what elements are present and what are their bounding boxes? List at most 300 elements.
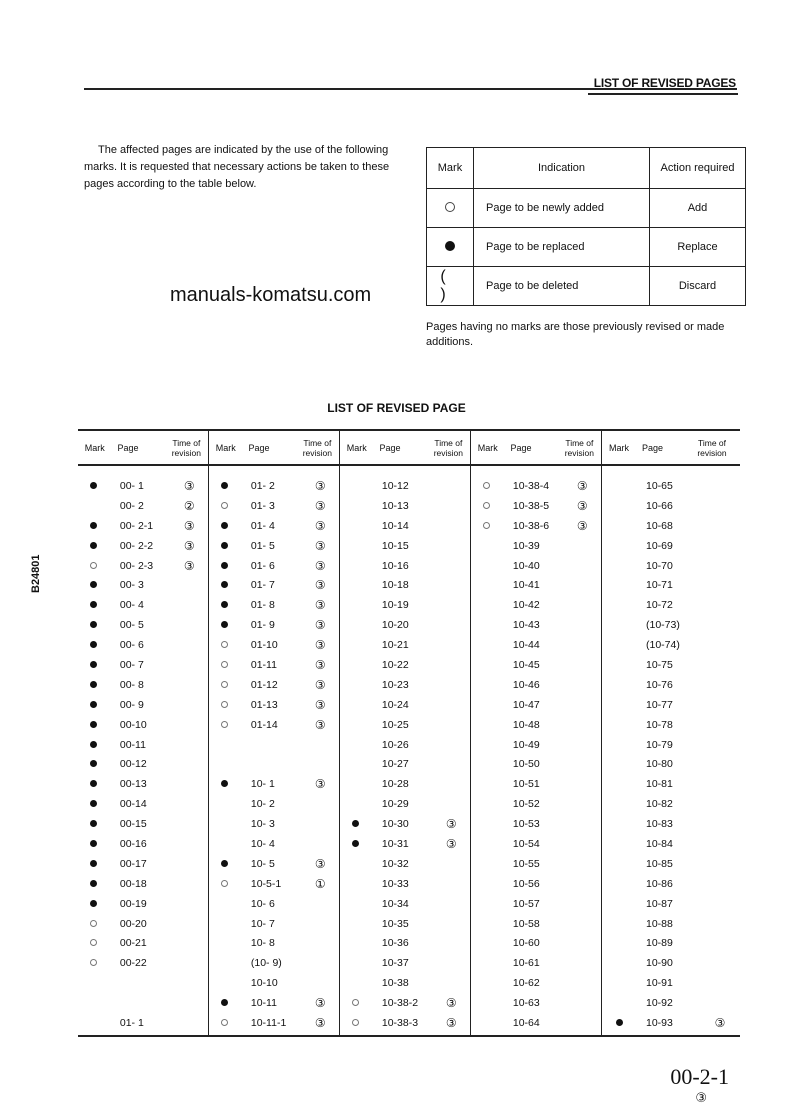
filled-circle-icon xyxy=(221,999,228,1006)
row-page: 00-22 xyxy=(119,957,147,970)
row-mark xyxy=(209,500,241,512)
list-row xyxy=(602,933,740,953)
row-page: 10-34 xyxy=(381,897,409,910)
list-row xyxy=(78,516,208,536)
row-page: 10-5-1 xyxy=(250,877,282,890)
row-page: 01-10 xyxy=(250,639,278,652)
row-mark xyxy=(340,1017,372,1029)
list-row xyxy=(78,953,208,973)
row-revision: ③ xyxy=(314,538,326,553)
list-row xyxy=(209,516,339,536)
list-row xyxy=(602,814,740,834)
list-row xyxy=(471,933,601,953)
list-row xyxy=(78,556,208,576)
row-page: (10-73) xyxy=(646,619,680,632)
row-page: 10-44 xyxy=(512,639,540,652)
row-page: 10-27 xyxy=(381,758,409,771)
list-column xyxy=(340,431,471,1035)
row-revision: ③ xyxy=(576,498,588,513)
list-row xyxy=(78,655,208,675)
row-page: 10-77 xyxy=(646,698,673,711)
list-row xyxy=(78,575,208,595)
list-column xyxy=(602,431,740,1035)
legend-header-indication: Indication xyxy=(474,148,650,189)
row-page: 10- 4 xyxy=(250,837,275,850)
header-page: Page xyxy=(117,442,139,453)
row-page: 10-21 xyxy=(381,639,409,652)
filled-circle-icon xyxy=(90,581,97,588)
list-row xyxy=(340,536,470,556)
row-page: 10-79 xyxy=(646,738,673,751)
filled-circle-icon xyxy=(616,1019,623,1026)
list-row xyxy=(340,516,470,536)
row-page: 00- 5 xyxy=(119,619,144,632)
list-column-header xyxy=(340,431,470,466)
filled-circle-icon xyxy=(221,621,228,628)
row-mark xyxy=(209,659,241,671)
row-mark xyxy=(78,898,110,910)
row-revision: ③ xyxy=(576,518,588,533)
row-mark xyxy=(78,818,110,830)
row-page: 10-54 xyxy=(512,837,540,850)
legend-indication: Page to be replaced xyxy=(474,228,650,267)
row-mark xyxy=(78,659,110,671)
list-row xyxy=(471,894,601,914)
row-mark xyxy=(209,639,241,651)
list-row xyxy=(340,695,470,715)
list-row xyxy=(602,695,740,715)
list-column-header xyxy=(78,431,208,466)
row-mark xyxy=(209,878,241,890)
row-page: 10-25 xyxy=(381,718,409,731)
list-row xyxy=(471,735,601,755)
legend-row-add xyxy=(427,189,746,228)
open-circle-icon xyxy=(221,641,228,648)
row-mark xyxy=(471,500,503,512)
list-row xyxy=(471,615,601,635)
filled-circle-icon xyxy=(90,482,97,489)
row-revision: ③ xyxy=(314,558,326,573)
row-revision: ③ xyxy=(314,498,326,513)
row-page: 10-20 xyxy=(381,619,409,632)
header-page: Page xyxy=(510,442,532,453)
footer-revision-mark: ③ xyxy=(695,1090,707,1105)
row-page: 01- 9 xyxy=(250,619,275,632)
row-page: 01-11 xyxy=(250,658,277,671)
row-mark xyxy=(209,699,241,711)
list-row xyxy=(209,1013,339,1033)
row-page: 10-55 xyxy=(512,857,540,870)
list-column xyxy=(209,431,340,1035)
row-page: 10-46 xyxy=(512,678,540,691)
list-column-header xyxy=(209,431,339,466)
row-mark xyxy=(209,778,241,790)
row-page: 10-14 xyxy=(381,519,409,532)
row-revision: ③ xyxy=(445,996,457,1011)
row-page: 10-37 xyxy=(381,957,409,970)
row-page: 10-75 xyxy=(646,658,673,671)
row-revision: ③ xyxy=(445,836,457,851)
row-page: 10-88 xyxy=(646,917,673,930)
row-page: 10-38 xyxy=(381,977,409,990)
row-page: 00-21 xyxy=(119,937,147,950)
row-page: 01-14 xyxy=(250,718,278,731)
header-mark: Mark xyxy=(84,442,105,453)
filled-circle-icon xyxy=(221,562,228,569)
list-row xyxy=(340,735,470,755)
list-row xyxy=(78,675,208,695)
row-revision: ② xyxy=(183,498,195,513)
row-page: 00-15 xyxy=(119,818,147,831)
header-revision: Time of revision xyxy=(302,437,332,458)
row-page: 10-39 xyxy=(512,539,540,552)
list-row xyxy=(78,834,208,854)
list-row xyxy=(471,814,601,834)
list-row xyxy=(471,973,601,993)
list-row xyxy=(602,476,740,496)
list-row xyxy=(78,536,208,556)
row-page: 10-38-2 xyxy=(381,997,419,1010)
row-mark xyxy=(209,540,241,552)
list-row xyxy=(209,794,339,814)
row-revision: ③ xyxy=(445,817,457,832)
list-row xyxy=(209,894,339,914)
list-row xyxy=(209,496,339,516)
list-row xyxy=(78,993,208,1013)
open-circle-icon xyxy=(221,1019,228,1026)
row-page: 10-41 xyxy=(512,579,540,592)
list-row xyxy=(340,1013,470,1033)
row-mark xyxy=(78,699,110,711)
row-page: 10-86 xyxy=(646,877,673,890)
row-page: 10- 8 xyxy=(250,937,275,950)
list-row xyxy=(602,894,740,914)
row-revision: ③ xyxy=(314,996,326,1011)
open-circle-icon xyxy=(90,939,97,946)
row-mark xyxy=(78,758,110,770)
list-row xyxy=(471,834,601,854)
row-page: 10-24 xyxy=(381,698,409,711)
row-mark xyxy=(209,719,241,731)
list-row xyxy=(340,794,470,814)
header-page: Page xyxy=(248,442,270,453)
row-page: 00- 4 xyxy=(119,599,144,612)
row-page: 00-17 xyxy=(119,857,147,870)
row-page: 10-10 xyxy=(250,977,278,990)
row-mark xyxy=(340,838,372,850)
row-page: 10-82 xyxy=(646,798,673,811)
row-revision: ③ xyxy=(183,538,195,553)
list-row xyxy=(602,774,740,794)
legend-indication: Page to be newly added xyxy=(474,189,650,228)
revised-pages-list xyxy=(78,429,740,1037)
row-page: 10-89 xyxy=(646,937,673,950)
list-row xyxy=(78,476,208,496)
list-row xyxy=(209,595,339,615)
filled-circle-icon xyxy=(221,482,228,489)
row-page: 10- 1 xyxy=(250,778,275,791)
row-page: 00-11 xyxy=(119,738,146,751)
row-page: 01-13 xyxy=(250,698,278,711)
row-page: 10-49 xyxy=(512,738,540,751)
row-page: 10-22 xyxy=(381,658,409,671)
list-row xyxy=(471,754,601,774)
header-mark: Mark xyxy=(609,442,629,453)
list-row xyxy=(209,536,339,556)
row-mark xyxy=(78,679,110,691)
row-mark xyxy=(78,858,110,870)
filled-circle-icon xyxy=(90,522,97,529)
title-underline xyxy=(588,93,738,95)
row-page: 10-18 xyxy=(381,579,409,592)
row-page: 10-19 xyxy=(381,599,409,612)
filled-circle-icon xyxy=(90,701,97,708)
list-row xyxy=(340,854,470,874)
filled-circle-icon xyxy=(221,601,228,608)
row-revision: ③ xyxy=(314,578,326,593)
list-row xyxy=(209,993,339,1013)
row-page: 10-91 xyxy=(646,977,673,990)
row-page: (10-74) xyxy=(646,639,680,652)
legend-header-action: Action required xyxy=(650,148,746,189)
row-page: 10-38-5 xyxy=(512,499,550,512)
row-page: 00- 1 xyxy=(119,479,144,492)
header-revision: Time of revision xyxy=(697,437,727,458)
row-revision: ③ xyxy=(314,697,326,712)
filled-circle-icon xyxy=(352,840,359,847)
row-page: 10-38-6 xyxy=(512,519,550,532)
row-page: 00-13 xyxy=(119,778,147,791)
list-row xyxy=(602,655,740,675)
row-mark xyxy=(78,639,110,651)
header-mark: Mark xyxy=(346,442,367,453)
row-page: 10-70 xyxy=(646,559,673,572)
list-row xyxy=(340,715,470,735)
open-circle-icon xyxy=(90,562,97,569)
row-mark xyxy=(209,599,241,611)
list-row xyxy=(78,496,208,516)
row-mark xyxy=(209,579,241,591)
legend-table xyxy=(426,147,746,306)
list-row xyxy=(602,635,740,655)
list-row xyxy=(471,635,601,655)
list-row xyxy=(78,615,208,635)
row-page: 10-40 xyxy=(512,559,540,572)
side-document-code: B24801 xyxy=(30,554,42,593)
row-mark xyxy=(78,838,110,850)
row-page: 01-12 xyxy=(250,678,278,691)
row-page: 01- 4 xyxy=(250,519,275,532)
list-row xyxy=(471,993,601,1013)
legend-action: Replace xyxy=(650,228,746,267)
row-mark xyxy=(78,937,110,949)
list-row xyxy=(340,575,470,595)
list-row xyxy=(340,814,470,834)
open-circle-icon xyxy=(90,920,97,927)
list-row xyxy=(471,516,601,536)
row-revision: ③ xyxy=(314,598,326,613)
list-row xyxy=(471,536,601,556)
list-row xyxy=(209,914,339,934)
row-page: 01- 3 xyxy=(250,499,275,512)
row-page: 10-43 xyxy=(512,619,540,632)
row-page: 10-47 xyxy=(512,698,540,711)
row-mark xyxy=(78,878,110,890)
row-mark xyxy=(78,778,110,790)
row-mark xyxy=(209,560,241,572)
intro-text: The affected pages are indicated by the use of the following marks. It is requested that necessary actions be taken to these pages according to the table below. xyxy=(84,144,390,190)
row-page: 10-93 xyxy=(646,1016,673,1029)
row-page: 10-35 xyxy=(381,917,409,930)
row-page: 00- 9 xyxy=(119,698,144,711)
list-row xyxy=(340,556,470,576)
row-revision: ③ xyxy=(314,1015,326,1030)
row-page: 10-90 xyxy=(646,957,673,970)
list-row xyxy=(602,735,740,755)
row-revision: ③ xyxy=(314,677,326,692)
row-page: 10-28 xyxy=(381,778,409,791)
row-mark xyxy=(340,997,372,1009)
row-mark xyxy=(340,818,372,830)
list-row xyxy=(209,814,339,834)
row-page: 00-10 xyxy=(119,718,147,731)
list-row xyxy=(602,993,740,1013)
legend-row-discard xyxy=(427,267,746,306)
list-row xyxy=(340,953,470,973)
list-row xyxy=(78,933,208,953)
list-row xyxy=(602,754,740,774)
row-page: 10-71 xyxy=(646,579,673,592)
row-page: 10- 5 xyxy=(250,857,275,870)
filled-circle-icon xyxy=(90,641,97,648)
list-row xyxy=(602,794,740,814)
list-row xyxy=(78,814,208,834)
row-mark xyxy=(78,480,110,492)
row-page: 10- 2 xyxy=(250,798,275,811)
list-row xyxy=(471,953,601,973)
row-mark xyxy=(78,520,110,532)
intro-paragraph xyxy=(84,142,394,193)
filled-circle-icon xyxy=(352,820,359,827)
list-row xyxy=(602,854,740,874)
header-page: Page xyxy=(642,442,664,453)
list-row xyxy=(78,894,208,914)
list-row xyxy=(471,715,601,735)
row-page: 00- 2-1 xyxy=(119,519,154,532)
row-mark xyxy=(78,599,110,611)
filled-circle-icon xyxy=(90,760,97,767)
row-page: 10-26 xyxy=(381,738,409,751)
filled-circle-icon xyxy=(90,741,97,748)
list-row xyxy=(340,874,470,894)
row-page: (10- 9) xyxy=(250,957,282,970)
row-page: 10-58 xyxy=(512,917,540,930)
list-row xyxy=(340,496,470,516)
list-row xyxy=(340,774,470,794)
row-page: 10-72 xyxy=(646,599,673,612)
list-row xyxy=(471,575,601,595)
list-row xyxy=(78,754,208,774)
list-row xyxy=(340,615,470,635)
open-circle-icon xyxy=(221,880,228,887)
row-page: 10-51 xyxy=(512,778,540,791)
row-revision: ③ xyxy=(314,717,326,732)
filled-circle-icon xyxy=(90,900,97,907)
row-revision: ③ xyxy=(183,478,195,493)
row-mark xyxy=(209,1017,241,1029)
header-revision: Time of revision xyxy=(171,437,201,458)
row-page: 00- 6 xyxy=(119,639,144,652)
row-mark xyxy=(471,520,503,532)
list-row xyxy=(471,496,601,516)
open-circle-icon xyxy=(352,1019,359,1026)
row-page: 10-62 xyxy=(512,977,540,990)
filled-circle-icon xyxy=(90,681,97,688)
row-page: 00-19 xyxy=(119,897,147,910)
row-revision: ③ xyxy=(183,518,195,533)
row-page: 10-30 xyxy=(381,818,409,831)
list-row xyxy=(78,973,208,993)
row-page: 10- 3 xyxy=(250,818,275,831)
list-row xyxy=(471,874,601,894)
list-row xyxy=(209,635,339,655)
list-row xyxy=(602,556,740,576)
list-row xyxy=(602,615,740,635)
row-page: 10-84 xyxy=(646,837,673,850)
filled-circle-icon xyxy=(90,820,97,827)
row-page: 10-92 xyxy=(646,997,673,1010)
row-page: 00-16 xyxy=(119,837,147,850)
filled-circle-icon xyxy=(221,542,228,549)
row-revision: ① xyxy=(314,876,326,891)
list-title: LIST OF REVISED PAGE xyxy=(327,401,466,415)
list-row xyxy=(209,754,339,774)
row-page: 10-57 xyxy=(512,897,540,910)
list-row xyxy=(209,774,339,794)
filled-circle-icon xyxy=(90,661,97,668)
list-row xyxy=(602,675,740,695)
row-page: 10-53 xyxy=(512,818,540,831)
list-row xyxy=(602,536,740,556)
footer-page-number: 00-2-1 xyxy=(670,1064,729,1089)
row-page: 00-20 xyxy=(119,917,147,930)
list-row xyxy=(602,874,740,894)
open-circle-icon xyxy=(483,522,490,529)
row-mark xyxy=(209,679,241,691)
legend-action: Add xyxy=(650,189,746,228)
list-row xyxy=(602,595,740,615)
row-page: 10-87 xyxy=(646,897,673,910)
filled-circle-icon xyxy=(90,721,97,728)
row-page: 10-76 xyxy=(646,678,673,691)
row-mark xyxy=(209,520,241,532)
list-row xyxy=(78,874,208,894)
row-page: 10-56 xyxy=(512,877,540,890)
row-page: 10-38-4 xyxy=(512,479,550,492)
list-row xyxy=(602,516,740,536)
row-revision: ③ xyxy=(183,558,195,573)
row-page: 10-23 xyxy=(381,678,409,691)
list-row xyxy=(602,834,740,854)
filled-circle-icon xyxy=(221,780,228,787)
filled-circle-icon xyxy=(90,780,97,787)
list-row xyxy=(78,774,208,794)
row-mark xyxy=(78,540,110,552)
list-row xyxy=(340,655,470,675)
row-mark xyxy=(78,619,110,631)
legend-action: Discard xyxy=(650,267,746,306)
row-page: 00- 8 xyxy=(119,678,144,691)
